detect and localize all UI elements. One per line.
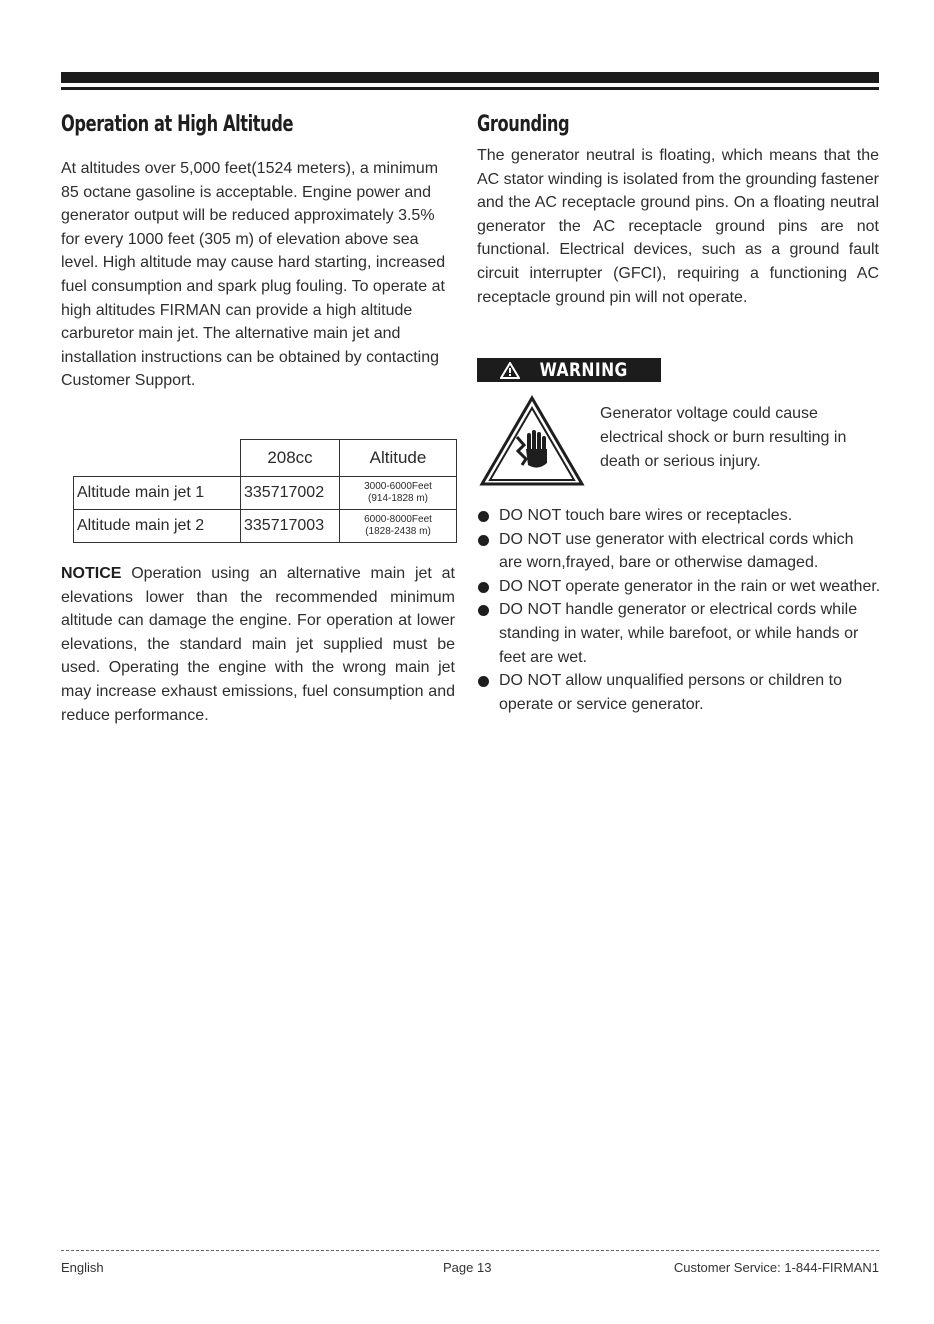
list-item xyxy=(477,575,881,599)
warning-label: WARNING xyxy=(539,359,629,381)
bullet-icon xyxy=(478,511,489,522)
notice-label: NOTICE xyxy=(61,565,122,582)
list-item-text: DO NOT allow unqualified persons or children to operate or service generator. xyxy=(499,672,842,713)
main-jet-table xyxy=(73,439,457,543)
notice-text: Operation using an alternative main jet at elevations lower than the recommended minimum altitude can damage the engine. For operation at lower elevations, the standard main jet supplied must be used. Operating the engine with the wrong main jet may increase exhaust emissions, fuel consumption and reduce performance. xyxy=(61,565,455,724)
table-cell-altitude xyxy=(340,477,457,510)
list-item-text: DO NOT operate generator in the rain or wet weather. xyxy=(499,577,881,595)
high-altitude-intro: At altitudes over 5,000 feet(1524 meters), a minimum 85 octane gasoline is acceptable. Engine power and generator output will be reduced approximately 3.5% for every 1000 feet (305 m) of elevation above sea level. High altitude may cause hard starting, increased fuel consumption and spark plug fouling. To operate at high altitudes FIRMAN can provide a high altitude carburetor main jet. The alternative main jet and installation instructions can be obtained by contacting Customer Support. xyxy=(61,160,446,390)
footer-page-number: Page 13 xyxy=(443,1260,492,1275)
table-row xyxy=(74,510,457,543)
warning-bullet-list xyxy=(477,504,881,716)
bullet-icon xyxy=(478,582,489,593)
right-column xyxy=(477,112,879,309)
list-item xyxy=(477,598,881,669)
altitude-meters: (914-1828 m) xyxy=(367,493,429,504)
electric-shock-hazard-icon xyxy=(478,395,586,487)
table-blank-cell xyxy=(74,440,241,477)
bullet-icon xyxy=(478,605,489,616)
header-rule xyxy=(61,87,879,90)
table-row xyxy=(74,477,457,510)
footer-language: English xyxy=(61,1260,104,1275)
table-header-208cc: 208cc xyxy=(241,440,340,477)
list-item-text: DO NOT use generator with electrical cords which are worn,frayed, bare or otherwise damaged. xyxy=(499,530,854,572)
list-item xyxy=(477,504,881,528)
list-item xyxy=(477,669,881,716)
table-cell-label: Altitude main jet 1 xyxy=(74,477,241,510)
notice-paragraph xyxy=(61,562,455,727)
left-column xyxy=(61,112,461,393)
grounding-intro: The generator neutral is floating, which means that the AC stator winding is isolated from the grounding fastener and the AC receptacle ground pins. On a floating neutral generator the AC receptacle ground pins are not functional. Electrical devices, such as a ground fault circuit interrupter (GFCI), requiring a functioning AC receptacle ground pin will not operate. xyxy=(477,147,879,306)
section-heading-high-altitude: Operation at High Altitude xyxy=(61,112,294,137)
table-header-altitude: Altitude xyxy=(340,440,457,477)
table-cell-label: Altitude main jet 2 xyxy=(74,510,241,543)
table-cell-part: 335717002 xyxy=(241,477,340,510)
bullet-icon xyxy=(478,676,489,687)
table-header-row xyxy=(74,440,457,477)
footer-rule xyxy=(61,1250,879,1251)
footer-customer-service: Customer Service: 1-844-FIRMAN1 xyxy=(673,1260,879,1275)
altitude-feet: 6000-8000Feet xyxy=(364,514,432,525)
warning-banner xyxy=(477,358,661,382)
table-cell-part: 335717003 xyxy=(241,510,340,543)
list-item xyxy=(477,528,881,575)
list-item-text: DO NOT handle generator or electrical cords while standing in water, while barefoot, or while hands or feet are wet. xyxy=(499,601,859,666)
altitude-meters: (1828-2438 m) xyxy=(365,526,431,537)
table-cell-altitude xyxy=(340,510,457,543)
section-heading-grounding: Grounding xyxy=(477,112,570,137)
header-bar xyxy=(61,72,879,83)
bullet-icon xyxy=(478,535,489,546)
warning-text: Generator voltage could cause electrical shock or burn resulting in death or serious injury. xyxy=(600,405,847,470)
list-item-text: DO NOT touch bare wires or receptacles. xyxy=(499,507,793,524)
altitude-feet: 3000-6000Feet xyxy=(364,481,432,492)
warning-triangle-icon xyxy=(500,362,520,379)
